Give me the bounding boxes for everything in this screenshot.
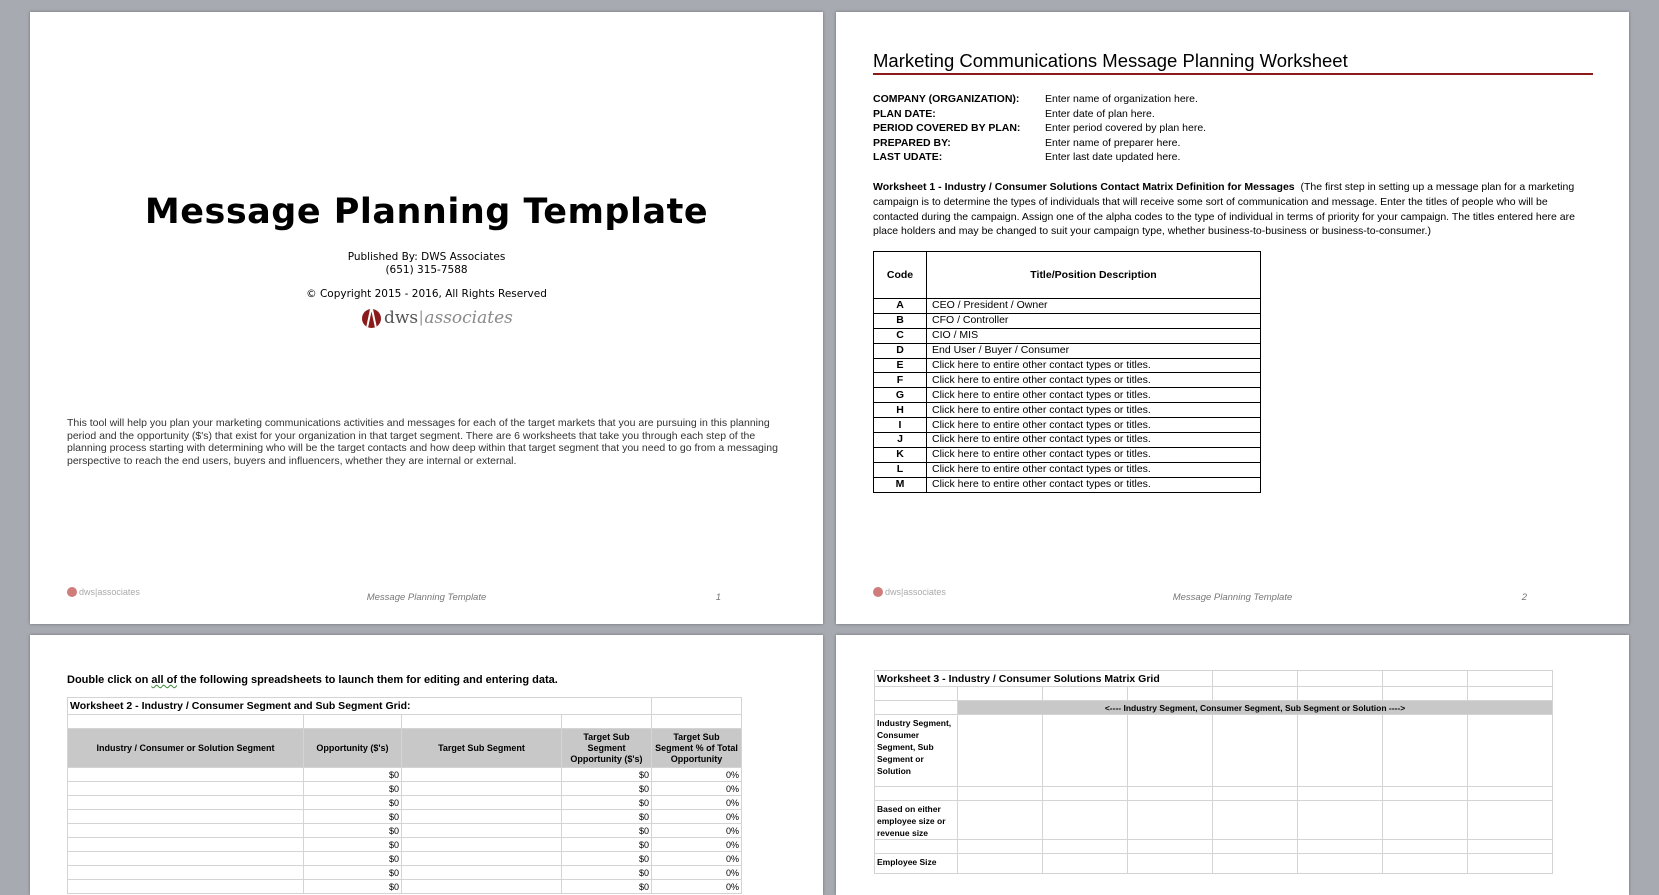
info-value-field[interactable]: Enter date of plan here.: [1045, 107, 1155, 120]
opportunity-cell[interactable]: $0: [304, 810, 402, 824]
spreadsheet-cell[interactable]: [1298, 687, 1383, 701]
column-header-description: Title/Position Description: [927, 252, 1261, 299]
spreadsheet-row: [875, 687, 1553, 701]
spreadsheet-cell[interactable]: [402, 880, 562, 894]
logo-text-associates: associates: [424, 308, 513, 328]
code-cell: H: [874, 403, 927, 418]
description-cell[interactable]: Click here to entire other contact types or titles.: [927, 373, 1261, 388]
table-row: [874, 418, 1261, 433]
spreadsheet-cell[interactable]: [1213, 687, 1298, 701]
table-row: [68, 852, 742, 866]
sub-opportunity-cell[interactable]: $0: [562, 852, 652, 866]
spreadsheet-cell[interactable]: [562, 715, 652, 729]
column-header: Opportunity ($'s): [304, 729, 402, 768]
info-value-field[interactable]: Enter period covered by plan here.: [1045, 122, 1207, 135]
table-row: [874, 447, 1261, 462]
worksheet-3-title: Worksheet 3 - Industry / Consumer Solutions Matrix Grid: [875, 671, 1213, 687]
spreadsheet-cell[interactable]: [68, 782, 304, 796]
spreadsheet-cell[interactable]: [1213, 801, 1298, 840]
table-row: [68, 880, 742, 894]
spreadsheet-cell[interactable]: [68, 768, 304, 782]
dws-logo: [362, 308, 513, 328]
spreadsheet-cell[interactable]: [402, 866, 562, 880]
worksheet-1-description: [873, 180, 1593, 239]
description-cell[interactable]: Click here to entire other contact types or titles.: [927, 403, 1261, 418]
spreadsheet-title-row: [68, 698, 742, 715]
spreadsheet-cell[interactable]: [1468, 840, 1553, 854]
opportunity-cell[interactable]: $0: [304, 796, 402, 810]
description-cell[interactable]: Click here to entire other contact types or titles.: [927, 477, 1261, 492]
percent-cell[interactable]: 0%: [652, 782, 742, 796]
code-cell: J: [874, 433, 927, 448]
worksheet-title: Marketing Communications Message Planning Worksheet: [873, 50, 1593, 75]
table-row: [68, 796, 742, 810]
phone-number: (651) 315-7588: [385, 264, 468, 276]
table-row: [874, 433, 1261, 448]
table-row: [68, 810, 742, 824]
table-header-row: [874, 252, 1261, 299]
spreadsheet-cell[interactable]: [402, 852, 562, 866]
spreadsheet-row: [875, 840, 1553, 854]
spreadsheet-row: [875, 715, 1553, 787]
spreadsheet-cell[interactable]: [1468, 671, 1553, 687]
spreadsheet-cell[interactable]: [1383, 671, 1468, 687]
spreadsheet-cell[interactable]: [875, 701, 958, 715]
table-row: [68, 838, 742, 852]
info-label: PLAN DATE:: [873, 107, 936, 120]
page-number: 1: [715, 592, 721, 603]
description-cell[interactable]: CEO / President / Owner: [927, 299, 1261, 314]
spreadsheet-cell[interactable]: [1128, 715, 1213, 787]
segment-band-header: <---- Industry Segment, Consumer Segment, Sub Segment or Solution ---->: [958, 701, 1553, 715]
spreadsheet-cell[interactable]: [1298, 715, 1383, 787]
spreadsheet-cell[interactable]: [402, 838, 562, 852]
spreadsheet-cell[interactable]: [875, 687, 958, 701]
page-2: [836, 12, 1629, 624]
spreadsheet-cell[interactable]: [402, 796, 562, 810]
spreadsheet-cell[interactable]: [1043, 840, 1128, 854]
spreadsheet-cell[interactable]: [1213, 715, 1298, 787]
column-header: Target Sub Segment: [402, 729, 562, 768]
description-cell[interactable]: Click here to entire other contact types or titles.: [927, 462, 1261, 477]
spreadsheet-cell[interactable]: [68, 852, 304, 866]
table-row: [68, 866, 742, 880]
percent-cell[interactable]: 0%: [652, 810, 742, 824]
info-value-field[interactable]: Enter name of organization here.: [1045, 93, 1198, 105]
info-label: PERIOD COVERED BY PLAN:: [873, 122, 1021, 135]
instruction-text-flagged: all of: [151, 674, 178, 686]
code-cell: M: [874, 477, 927, 492]
table-row: [874, 403, 1261, 418]
spreadsheet-cell[interactable]: [1043, 801, 1128, 840]
sub-opportunity-cell[interactable]: $0: [562, 838, 652, 852]
column-header: Industry / Consumer or Solution Segment: [68, 729, 304, 768]
spreadsheet-cell[interactable]: [402, 810, 562, 824]
percent-cell[interactable]: 0%: [652, 866, 742, 880]
code-cell: C: [874, 328, 927, 343]
spreadsheet-cell[interactable]: [1298, 854, 1383, 874]
code-cell: K: [874, 447, 927, 462]
published-by: Published By: DWS Associates: [347, 251, 506, 263]
sub-opportunity-cell[interactable]: $0: [562, 782, 652, 796]
info-row-plan-date: [873, 107, 1206, 122]
footer-title: Message Planning Template: [1172, 592, 1293, 603]
spreadsheet-cell[interactable]: [1043, 687, 1128, 701]
spreadsheet-cell[interactable]: [1383, 787, 1468, 801]
spreadsheet-cell[interactable]: [1043, 787, 1128, 801]
footer-logo-text: dws|associates: [79, 587, 140, 597]
spreadsheet-cell[interactable]: [1128, 687, 1213, 701]
code-cell: L: [874, 462, 927, 477]
spreadsheet-cell[interactable]: [652, 698, 742, 715]
spreadsheet-row: [875, 787, 1553, 801]
spreadsheet-row: [875, 854, 1553, 874]
spreadsheet-row: [68, 715, 742, 729]
info-row-company: [873, 92, 1206, 107]
worksheet-2-title: Worksheet 2 - Industry / Consumer Segment and Sub Segment Grid:: [68, 698, 652, 715]
worksheet-1-text: (The first step in setting up a message plan for a marketing campaign is to determine the types of individuals that will receive some sort of communication and message. Enter the titles of people who will be contacted during the campaign. Assign one of the alpha codes to the type of individual in terms of priority for your campaign. The titles entered here are place holders and may be changed to suit your campaign type, whether business-to-business or business-to-consumer.): [873, 181, 1575, 238]
page-number: 2: [1521, 592, 1527, 603]
publisher-block: [30, 251, 823, 277]
table-row: [68, 768, 742, 782]
description-cell[interactable]: Click here to entire other contact types or titles.: [927, 388, 1261, 403]
spreadsheet-cell[interactable]: [68, 715, 304, 729]
spreadsheet-cell[interactable]: [402, 824, 562, 838]
info-value-field[interactable]: Enter last date updated here.: [1045, 151, 1181, 164]
spreadsheet-cell[interactable]: [1468, 687, 1553, 701]
instruction-text: the following spreadsheets to launch them for editing and entering data.: [177, 674, 558, 686]
spreadsheet-row: [875, 701, 1553, 715]
row-label: Industry Segment, Consumer Segment, Sub Segment or Solution: [875, 715, 958, 787]
spreadsheet-cell[interactable]: [652, 715, 742, 729]
code-cell: E: [874, 358, 927, 373]
description-cell[interactable]: Click here to entire other contact types or titles.: [927, 433, 1261, 448]
table-row: [68, 824, 742, 838]
code-cell: D: [874, 343, 927, 358]
table-row: [874, 328, 1261, 343]
spreadsheet-cell[interactable]: [68, 838, 304, 852]
spreadsheet-cell[interactable]: [402, 715, 562, 729]
spreadsheet-cell[interactable]: [1298, 671, 1383, 687]
spreadsheet-cell[interactable]: [402, 768, 562, 782]
code-cell: A: [874, 299, 927, 314]
copyright: © Copyright 2015 - 2016, All Rights Reserved: [306, 288, 547, 300]
column-header: Target Sub Segment % of Total Opportunity: [652, 729, 742, 768]
spreadsheet-title-row: [875, 671, 1553, 687]
info-label: LAST UDATE:: [873, 151, 943, 164]
spreadsheet-instruction: [67, 674, 558, 686]
logo-divider: |: [419, 309, 424, 326]
table-row: [874, 388, 1261, 403]
opportunity-cell[interactable]: $0: [304, 824, 402, 838]
spreadsheet-cell[interactable]: [958, 787, 1043, 801]
opportunity-cell[interactable]: $0: [304, 838, 402, 852]
sub-opportunity-cell[interactable]: $0: [562, 880, 652, 894]
row-label: Employee Size: [875, 854, 958, 874]
spreadsheet-cell[interactable]: [958, 687, 1043, 701]
spreadsheet-cell[interactable]: [1468, 801, 1553, 840]
spreadsheet-cell[interactable]: [1468, 715, 1553, 787]
info-label: COMPANY (ORGANIZATION):: [873, 93, 1020, 105]
opportunity-cell[interactable]: $0: [304, 768, 402, 782]
spreadsheet-cell[interactable]: [1383, 715, 1468, 787]
description-cell[interactable]: Click here to entire other contact types or titles.: [927, 358, 1261, 373]
sub-opportunity-cell[interactable]: $0: [562, 824, 652, 838]
spreadsheet-cell[interactable]: [68, 880, 304, 894]
spreadsheet-cell[interactable]: [958, 715, 1043, 787]
spreadsheet-cell[interactable]: [1043, 715, 1128, 787]
code-cell: I: [874, 418, 927, 433]
percent-cell[interactable]: 0%: [652, 796, 742, 810]
spreadsheet-cell[interactable]: [958, 840, 1043, 854]
spreadsheet-cell[interactable]: [1213, 671, 1298, 687]
spreadsheet-cell[interactable]: [1213, 854, 1298, 874]
spreadsheet-cell[interactable]: [1128, 787, 1213, 801]
spreadsheet-cell[interactable]: [68, 866, 304, 880]
logo-text: dws: [384, 308, 419, 328]
sub-opportunity-cell[interactable]: $0: [562, 866, 652, 880]
description-cell[interactable]: CIO / MIS: [927, 328, 1261, 343]
table-row: [874, 462, 1261, 477]
spreadsheet-cell[interactable]: [304, 715, 402, 729]
spreadsheet-cell[interactable]: [1468, 854, 1553, 874]
spreadsheet-cell[interactable]: [1298, 801, 1383, 840]
sub-opportunity-cell[interactable]: $0: [562, 810, 652, 824]
spreadsheet-cell[interactable]: [1383, 801, 1468, 840]
spreadsheet-cell[interactable]: [875, 787, 958, 801]
page-4: [836, 635, 1629, 895]
code-cell: F: [874, 373, 927, 388]
percent-cell[interactable]: 0%: [652, 838, 742, 852]
intro-paragraph: This tool will help you plan your marketing communications activities and messages for each of the target markets that you are pursuing in this planning period and the opportunity ($'s) that exist for your organization in that target segment. There are 6 worksheets that take you through each step of the planning process starting with determining who will be the target contacts and how deep within that target segment that you need to go from a messaging perspective to reach the end users, buyers and influencers, whether they are internal or external.: [67, 417, 778, 467]
table-row: [874, 343, 1261, 358]
table-row: [874, 373, 1261, 388]
plan-info: [873, 92, 1206, 165]
spreadsheet-cell[interactable]: [1383, 840, 1468, 854]
code-cell: B: [874, 313, 927, 328]
opportunity-cell[interactable]: $0: [304, 866, 402, 880]
spreadsheet-cell[interactable]: [1128, 801, 1213, 840]
description-cell[interactable]: CFO / Controller: [927, 313, 1261, 328]
spreadsheet-row: [875, 801, 1553, 840]
opportunity-cell[interactable]: $0: [304, 782, 402, 796]
info-row-prepared-by: [873, 136, 1206, 151]
description-cell[interactable]: End User / Buyer / Consumer: [927, 343, 1261, 358]
info-row-last-update: [873, 150, 1206, 165]
spreadsheet-cell[interactable]: [68, 810, 304, 824]
sub-opportunity-cell[interactable]: $0: [562, 796, 652, 810]
spreadsheet-cell[interactable]: [1213, 787, 1298, 801]
spreadsheet-cell[interactable]: [1298, 787, 1383, 801]
opportunity-cell[interactable]: $0: [304, 852, 402, 866]
spreadsheet-cell[interactable]: [958, 854, 1043, 874]
percent-cell[interactable]: 0%: [652, 824, 742, 838]
document-title: Message Planning Template: [144, 192, 709, 232]
row-label: Based on either employee size or revenue size: [875, 801, 958, 840]
instruction-text: Double click on: [67, 674, 152, 686]
contact-code-table: [873, 251, 1261, 493]
table-row: [68, 782, 742, 796]
table-row: [874, 477, 1261, 492]
spreadsheet-cell[interactable]: [1128, 854, 1213, 874]
spreadsheet-cell[interactable]: [1213, 840, 1298, 854]
spreadsheet-cell[interactable]: [875, 840, 958, 854]
percent-cell[interactable]: 0%: [652, 880, 742, 894]
info-value-field[interactable]: Enter name of preparer here.: [1045, 136, 1181, 149]
table-row: [874, 313, 1261, 328]
worksheet-2-spreadsheet[interactable]: [67, 697, 742, 894]
spreadsheet-cell[interactable]: [1128, 840, 1213, 854]
spreadsheet-cell[interactable]: [68, 796, 304, 810]
code-cell: G: [874, 388, 927, 403]
column-header-code: Code: [874, 252, 927, 299]
column-header: Target Sub Segment Opportunity ($'s): [562, 729, 652, 768]
spreadsheet-cell[interactable]: [1298, 840, 1383, 854]
spreadsheet-cell[interactable]: [1468, 787, 1553, 801]
opportunity-cell[interactable]: $0: [304, 880, 402, 894]
worksheet-1-title: Worksheet 1 - Industry / Consumer Solutions Contact Matrix Definition for Messages: [873, 181, 1295, 193]
spreadsheet-header-row: [68, 729, 742, 768]
worksheet-3-spreadsheet[interactable]: [874, 670, 1553, 874]
spreadsheet-cell[interactable]: [68, 824, 304, 838]
percent-cell[interactable]: 0%: [652, 852, 742, 866]
footer-logo-text: dws|associates: [885, 587, 946, 597]
spreadsheet-cell[interactable]: [1383, 687, 1468, 701]
footer-title: Message Planning Template: [366, 592, 487, 603]
page-3: [30, 635, 823, 895]
spreadsheet-cell[interactable]: [1043, 854, 1128, 874]
page-1: [30, 12, 823, 624]
spreadsheet-cell[interactable]: [1383, 854, 1468, 874]
spreadsheet-cell[interactable]: [402, 782, 562, 796]
sub-opportunity-cell[interactable]: $0: [562, 768, 652, 782]
spreadsheet-cell[interactable]: [958, 801, 1043, 840]
description-cell[interactable]: Click here to entire other contact types or titles.: [927, 447, 1261, 462]
table-row: [874, 358, 1261, 373]
percent-cell[interactable]: 0%: [652, 768, 742, 782]
info-row-period: [873, 121, 1206, 136]
table-row: [874, 299, 1261, 314]
info-label: PREPARED BY:: [873, 136, 951, 149]
description-cell[interactable]: Click here to entire other contact types or titles.: [927, 418, 1261, 433]
logo-mark-icon: [362, 309, 381, 328]
